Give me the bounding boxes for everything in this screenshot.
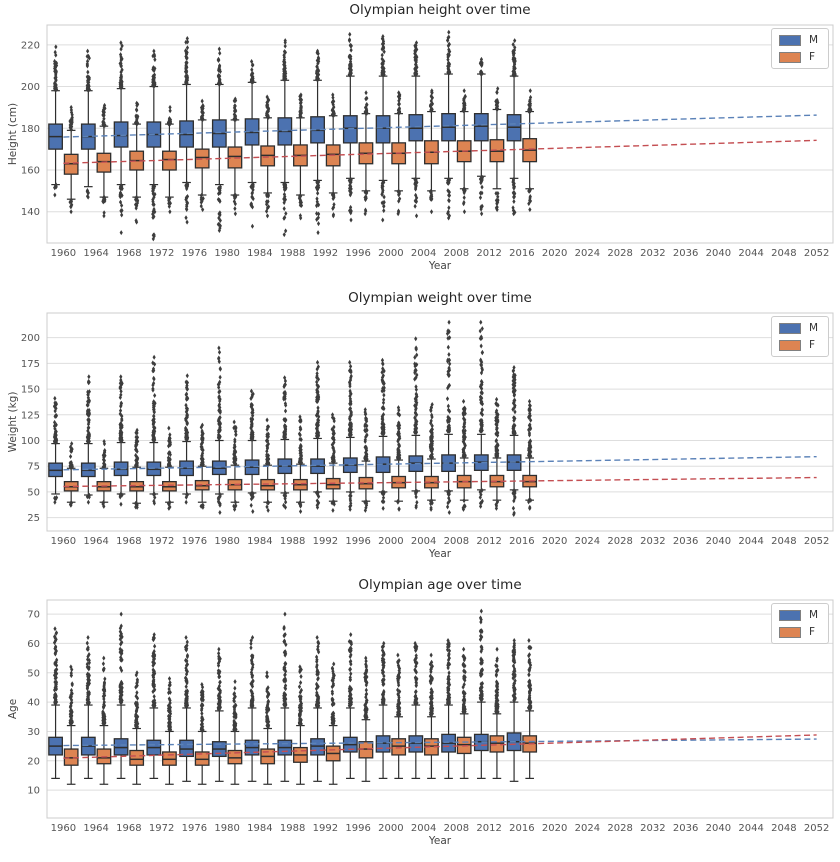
height-plot-canvas bbox=[0, 0, 840, 287]
female-boxes-group bbox=[64, 86, 536, 225]
x-tick-label: 2008 bbox=[443, 823, 470, 834]
legend-swatch-m-icon bbox=[779, 323, 801, 334]
x-tick-label: 2004 bbox=[410, 823, 437, 834]
x-tick-label: 1988 bbox=[279, 823, 306, 834]
gridlines bbox=[47, 45, 833, 212]
legend-entry-f bbox=[779, 626, 818, 638]
plot-border bbox=[47, 313, 833, 531]
box-M-2000 bbox=[376, 116, 390, 143]
x-tick-label: 1972 bbox=[148, 823, 175, 834]
x-tick-label: 2028 bbox=[607, 248, 633, 259]
legend-label-m: M bbox=[808, 322, 818, 334]
x-tick-label: 1964 bbox=[83, 823, 109, 834]
x-tick-label: 1988 bbox=[279, 536, 306, 547]
x-tick-label: 1996 bbox=[345, 823, 371, 834]
y-tick-label: 60 bbox=[27, 638, 40, 650]
chart-title: Olympian weight over time bbox=[348, 290, 532, 306]
x-tick-label: 2044 bbox=[738, 536, 764, 547]
legend-entry-f bbox=[779, 339, 818, 351]
legend-label-f: F bbox=[808, 339, 815, 351]
legend-label-f: F bbox=[808, 51, 815, 63]
x-tick-label: 2008 bbox=[443, 248, 470, 259]
x-tick-label: 1996 bbox=[345, 536, 371, 547]
y-tick-label: 30 bbox=[27, 726, 40, 738]
y-tick-label: 200 bbox=[20, 333, 40, 345]
x-tick-label: 1980 bbox=[214, 823, 240, 834]
x-tick-label: 1972 bbox=[148, 248, 175, 259]
male-boxes-group bbox=[49, 320, 521, 517]
x-tick-label: 1960 bbox=[50, 823, 77, 834]
x-tick-label: 2044 bbox=[738, 823, 764, 834]
trend-line-male bbox=[63, 115, 816, 137]
x-tick-label: 2036 bbox=[672, 823, 699, 834]
x-tick-label: 1960 bbox=[50, 536, 77, 547]
y-tick-label: 150 bbox=[20, 384, 40, 396]
x-axis-label: Year bbox=[428, 835, 452, 847]
x-tick-label: 1992 bbox=[312, 823, 339, 834]
weight-plot-canvas bbox=[0, 288, 840, 575]
x-tick-label: 2048 bbox=[771, 536, 797, 547]
x-tick-label: 1984 bbox=[247, 248, 273, 259]
x-tick-label: 2044 bbox=[738, 248, 764, 259]
x-tick-label: 2016 bbox=[509, 823, 535, 834]
x-tick-label: 1964 bbox=[83, 248, 109, 259]
x-tick-label: 1960 bbox=[50, 248, 77, 259]
x-tick-label: 1992 bbox=[312, 536, 339, 547]
x-tick-label: 2032 bbox=[640, 248, 666, 259]
x-tick-label: 2052 bbox=[803, 248, 830, 259]
x-axis-label: Year bbox=[428, 260, 452, 272]
legend-swatch-m-icon bbox=[779, 35, 801, 46]
x-tick-label: 1984 bbox=[247, 536, 273, 547]
x-tick-label: 2008 bbox=[443, 536, 470, 547]
x-tick-label: 2040 bbox=[705, 536, 732, 547]
legend bbox=[771, 28, 829, 69]
legend-swatch-m-icon bbox=[779, 610, 801, 621]
plot-border bbox=[47, 25, 833, 243]
x-tick-label: 2004 bbox=[410, 248, 437, 259]
x-axis-label: Year bbox=[428, 548, 452, 560]
x-tick-label: 2016 bbox=[509, 248, 535, 259]
legend-entry-f bbox=[779, 51, 818, 63]
x-tick-label: 1968 bbox=[116, 248, 142, 259]
y-tick-label: 220 bbox=[20, 40, 40, 52]
x-tick-label: 2000 bbox=[378, 536, 404, 547]
legend bbox=[771, 603, 829, 644]
x-tick-label: 1972 bbox=[148, 536, 175, 547]
y-tick-label: 50 bbox=[27, 668, 40, 680]
box-F-1968 bbox=[130, 751, 144, 766]
y-tick-label: 40 bbox=[27, 697, 40, 709]
x-tick-label: 2040 bbox=[705, 823, 732, 834]
x-tick-label: 1976 bbox=[181, 248, 208, 259]
age-plot-canvas bbox=[0, 575, 840, 862]
x-tick-label: 2004 bbox=[410, 536, 437, 547]
subplot-weight bbox=[0, 288, 840, 575]
chart-title: Olympian height over time bbox=[349, 2, 531, 18]
legend-label-m: M bbox=[808, 609, 818, 621]
y-tick-label: 140 bbox=[20, 207, 40, 219]
x-tick-label: 2028 bbox=[607, 823, 633, 834]
x-tick-label: 1964 bbox=[83, 536, 109, 547]
x-tick-label: 2020 bbox=[541, 248, 568, 259]
legend-label-m: M bbox=[808, 34, 818, 46]
y-tick-label: 175 bbox=[20, 358, 40, 370]
x-tick-label: 2000 bbox=[378, 248, 404, 259]
x-tick-label: 1980 bbox=[214, 248, 240, 259]
x-tick-label: 2024 bbox=[574, 536, 601, 547]
y-tick-label: 100 bbox=[20, 436, 40, 448]
x-tick-label: 1976 bbox=[181, 823, 208, 834]
x-tick-label: 2040 bbox=[705, 248, 732, 259]
x-tick-label: 2024 bbox=[574, 248, 601, 259]
x-tick-label: 2012 bbox=[476, 536, 502, 547]
x-tick-label: 1984 bbox=[247, 823, 273, 834]
y-tick-label: 160 bbox=[20, 165, 40, 177]
y-tick-label: 10 bbox=[27, 785, 40, 797]
male-boxes-group bbox=[49, 609, 521, 782]
legend-entry-m bbox=[779, 34, 818, 46]
y-tick-label: 25 bbox=[27, 513, 40, 525]
x-tick-label: 1988 bbox=[279, 248, 306, 259]
plot-border bbox=[47, 600, 833, 818]
y-axis-label: Age bbox=[7, 698, 19, 720]
x-tick-label: 2012 bbox=[476, 823, 502, 834]
legend-swatch-f-icon bbox=[779, 627, 801, 638]
x-tick-label: 2028 bbox=[607, 536, 633, 547]
legend-swatch-f-icon bbox=[779, 52, 801, 63]
y-tick-label: 180 bbox=[20, 123, 40, 135]
x-tick-label: 2048 bbox=[771, 248, 797, 259]
x-tick-label: 1968 bbox=[116, 823, 142, 834]
trend-line-male bbox=[63, 739, 816, 745]
y-axis-label: Height (cm) bbox=[7, 102, 19, 166]
x-tick-label: 2036 bbox=[672, 248, 699, 259]
x-tick-label: 2048 bbox=[771, 823, 797, 834]
male-boxes-group bbox=[49, 30, 521, 242]
legend-swatch-f-icon bbox=[779, 340, 801, 351]
legend-entry-m bbox=[779, 609, 818, 621]
x-tick-label: 2000 bbox=[378, 823, 404, 834]
trend-line-male bbox=[63, 457, 816, 470]
x-tick-label: 1980 bbox=[214, 536, 240, 547]
x-tick-label: 1968 bbox=[116, 536, 142, 547]
x-tick-label: 1996 bbox=[345, 248, 371, 259]
legend-label-f: F bbox=[808, 626, 815, 638]
x-tick-label: 2020 bbox=[541, 536, 568, 547]
box-M-2012 bbox=[475, 114, 489, 141]
y-tick-label: 75 bbox=[27, 461, 40, 473]
x-tick-label: 2016 bbox=[509, 536, 535, 547]
y-tick-label: 20 bbox=[27, 756, 40, 768]
y-tick-label: 200 bbox=[20, 82, 40, 94]
y-axis-label: Weight (kg) bbox=[7, 391, 19, 453]
legend-entry-m bbox=[779, 322, 818, 334]
x-tick-label: 2052 bbox=[803, 823, 830, 834]
x-tick-label: 2052 bbox=[803, 536, 830, 547]
x-tick-label: 2020 bbox=[541, 823, 568, 834]
y-tick-label: 50 bbox=[27, 487, 40, 499]
chart-title: Olympian age over time bbox=[358, 577, 522, 593]
x-tick-label: 2032 bbox=[640, 536, 666, 547]
x-tick-label: 2012 bbox=[476, 248, 502, 259]
y-tick-label: 125 bbox=[20, 410, 40, 422]
x-tick-label: 1992 bbox=[312, 248, 339, 259]
y-tick-label: 70 bbox=[27, 609, 40, 621]
x-tick-label: 2036 bbox=[672, 536, 699, 547]
female-boxes-group bbox=[64, 638, 536, 784]
x-tick-label: 2024 bbox=[574, 823, 601, 834]
x-tick-label: 1976 bbox=[181, 536, 208, 547]
x-tick-label: 2032 bbox=[640, 823, 666, 834]
legend bbox=[771, 316, 829, 357]
subplot-age bbox=[0, 575, 840, 862]
subplot-height bbox=[0, 0, 840, 287]
